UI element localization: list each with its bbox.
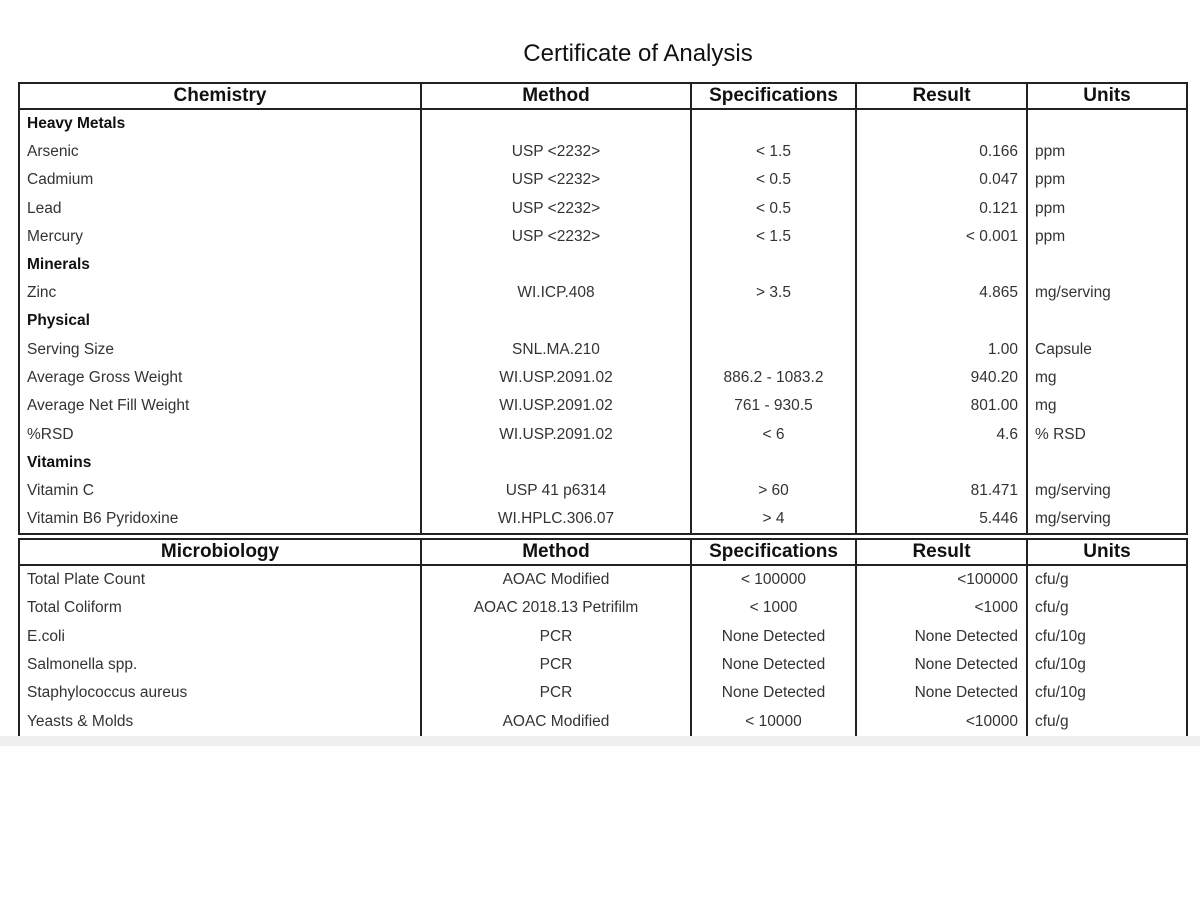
- cell-name: Vitamin B6 Pyridoxine: [19, 505, 421, 534]
- cell-result: 4.6: [856, 420, 1027, 448]
- table-row: [19, 420, 1187, 448]
- cell-method: PCR: [421, 679, 691, 707]
- cell-unit: ppm: [1027, 166, 1187, 194]
- column-header-result: Result: [856, 539, 1027, 565]
- table-row: [19, 392, 1187, 420]
- cell-result: 4.865: [856, 279, 1027, 307]
- document-title: Certificate of Analysis: [523, 40, 753, 67]
- cell-unit: mg/serving: [1027, 505, 1187, 534]
- cell-name: Arsenic: [19, 138, 421, 166]
- cell-method: WI.USP.2091.02: [421, 420, 691, 448]
- table-row: [19, 195, 1187, 223]
- cell-method: PCR: [421, 623, 691, 651]
- group-heading-row: [19, 449, 1187, 477]
- cell-unit: Capsule: [1027, 335, 1187, 363]
- table-row: [19, 477, 1187, 505]
- table-row: [19, 505, 1187, 534]
- cell-result: 801.00: [856, 392, 1027, 420]
- cell-unit: cfu/10g: [1027, 623, 1187, 651]
- cell-result: 5.446: [856, 505, 1027, 534]
- group-heading: Minerals: [19, 251, 421, 279]
- cell-spec: < 1.5: [691, 138, 856, 166]
- cell-name: Zinc: [19, 279, 421, 307]
- microbiology-header-row: [19, 539, 1187, 565]
- column-header-units: Units: [1027, 83, 1187, 109]
- cell-method: WI.USP.2091.02: [421, 392, 691, 420]
- cell-result: None Detected: [856, 623, 1027, 651]
- chemistry-table: [18, 82, 1188, 535]
- cell-method: USP <2232>: [421, 223, 691, 251]
- cell-result: 1.00: [856, 335, 1027, 363]
- cell-name: Mercury: [19, 223, 421, 251]
- group-heading: Vitamins: [19, 449, 421, 477]
- chemistry-table-body: [19, 109, 1187, 534]
- cell-unit: cfu/10g: [1027, 651, 1187, 679]
- group-heading: Heavy Metals: [19, 109, 421, 138]
- table-row: [19, 707, 1187, 736]
- cell-method: USP <2232>: [421, 195, 691, 223]
- cell-method: AOAC Modified: [421, 565, 691, 594]
- cell-result: 0.047: [856, 166, 1027, 194]
- cell-result: 81.471: [856, 477, 1027, 505]
- group-heading-row: [19, 109, 1187, 138]
- table-row: [19, 679, 1187, 707]
- cell-spec: [691, 251, 856, 279]
- cell-unit: cfu/g: [1027, 565, 1187, 594]
- cell-unit: [1027, 109, 1187, 138]
- cell-method: [421, 251, 691, 279]
- cell-result: [856, 307, 1027, 335]
- cell-spec: > 4: [691, 505, 856, 534]
- cell-spec: < 0.5: [691, 166, 856, 194]
- cell-spec: < 10000: [691, 707, 856, 736]
- cell-method: [421, 449, 691, 477]
- cell-spec: None Detected: [691, 651, 856, 679]
- cell-spec: None Detected: [691, 623, 856, 651]
- cell-method: WI.USP.2091.02: [421, 364, 691, 392]
- cell-result: 0.166: [856, 138, 1027, 166]
- cell-unit: ppm: [1027, 195, 1187, 223]
- cell-result: None Detected: [856, 679, 1027, 707]
- cell-spec: 886.2 - 1083.2: [691, 364, 856, 392]
- column-header-specifications: Specifications: [691, 83, 856, 109]
- cell-name: Salmonella spp.: [19, 651, 421, 679]
- cell-name: E.coli: [19, 623, 421, 651]
- table-row: [19, 335, 1187, 363]
- cell-name: Lead: [19, 195, 421, 223]
- page-bottom-band: [0, 736, 1200, 746]
- cell-result: [856, 449, 1027, 477]
- cell-unit: ppm: [1027, 223, 1187, 251]
- cell-spec: < 100000: [691, 565, 856, 594]
- cell-spec: [691, 335, 856, 363]
- table-row: [19, 623, 1187, 651]
- cell-result: [856, 251, 1027, 279]
- chemistry-header-row: [19, 83, 1187, 109]
- cell-unit: mg: [1027, 364, 1187, 392]
- cell-name: Average Net Fill Weight: [19, 392, 421, 420]
- cell-spec: [691, 449, 856, 477]
- column-header-result: Result: [856, 83, 1027, 109]
- table-row: [19, 651, 1187, 679]
- cell-name: Total Coliform: [19, 594, 421, 622]
- microbiology-table: [18, 538, 1188, 738]
- cell-spec: < 6: [691, 420, 856, 448]
- cell-unit: % RSD: [1027, 420, 1187, 448]
- cell-result: 0.121: [856, 195, 1027, 223]
- cell-unit: mg/serving: [1027, 477, 1187, 505]
- cell-name: Cadmium: [19, 166, 421, 194]
- table-row: [19, 223, 1187, 251]
- cell-spec: < 0.5: [691, 195, 856, 223]
- column-header-units: Units: [1027, 539, 1187, 565]
- column-header-specifications: Specifications: [691, 539, 856, 565]
- cell-name: Staphylococcus aureus: [19, 679, 421, 707]
- cell-name: Total Plate Count: [19, 565, 421, 594]
- cell-spec: None Detected: [691, 679, 856, 707]
- cell-unit: mg: [1027, 392, 1187, 420]
- cell-method: USP <2232>: [421, 138, 691, 166]
- table-row: [19, 364, 1187, 392]
- cell-result: [856, 109, 1027, 138]
- cell-method: SNL.MA.210: [421, 335, 691, 363]
- cell-name: Average Gross Weight: [19, 364, 421, 392]
- cell-unit: [1027, 449, 1187, 477]
- cell-name: Serving Size: [19, 335, 421, 363]
- cell-method: [421, 109, 691, 138]
- group-heading-row: [19, 307, 1187, 335]
- cell-method: WI.ICP.408: [421, 279, 691, 307]
- cell-unit: [1027, 251, 1187, 279]
- cell-spec: > 3.5: [691, 279, 856, 307]
- cell-spec: [691, 109, 856, 138]
- cell-name: Yeasts & Molds: [19, 707, 421, 736]
- table-row: [19, 565, 1187, 594]
- cell-method: USP <2232>: [421, 166, 691, 194]
- column-header-chemistry: Chemistry: [19, 83, 421, 109]
- cell-result: < 0.001: [856, 223, 1027, 251]
- column-header-method: Method: [421, 83, 691, 109]
- cell-name: %RSD: [19, 420, 421, 448]
- cell-name: Vitamin C: [19, 477, 421, 505]
- cell-unit: cfu/g: [1027, 594, 1187, 622]
- cell-result: None Detected: [856, 651, 1027, 679]
- cell-unit: cfu/10g: [1027, 679, 1187, 707]
- group-heading-row: [19, 251, 1187, 279]
- table-row: [19, 166, 1187, 194]
- cell-spec: < 1.5: [691, 223, 856, 251]
- cell-result: <100000: [856, 565, 1027, 594]
- table-row: [19, 594, 1187, 622]
- cell-spec: > 60: [691, 477, 856, 505]
- column-header-microbiology: Microbiology: [19, 539, 421, 565]
- cell-method: USP 41 p6314: [421, 477, 691, 505]
- cell-unit: cfu/g: [1027, 707, 1187, 736]
- cell-method: AOAC 2018.13 Petrifilm: [421, 594, 691, 622]
- table-row: [19, 138, 1187, 166]
- cell-spec: 761 - 930.5: [691, 392, 856, 420]
- cell-unit: mg/serving: [1027, 279, 1187, 307]
- cell-spec: [691, 307, 856, 335]
- table-row: [19, 279, 1187, 307]
- column-header-method: Method: [421, 539, 691, 565]
- cell-unit: [1027, 307, 1187, 335]
- cell-method: AOAC Modified: [421, 707, 691, 736]
- cell-method: PCR: [421, 651, 691, 679]
- group-heading: Physical: [19, 307, 421, 335]
- cell-unit: ppm: [1027, 138, 1187, 166]
- cell-spec: < 1000: [691, 594, 856, 622]
- cell-result: 940.20: [856, 364, 1027, 392]
- cell-method: WI.HPLC.306.07: [421, 505, 691, 534]
- cell-result: <10000: [856, 707, 1027, 736]
- cell-method: [421, 307, 691, 335]
- microbiology-table-body: [19, 565, 1187, 737]
- cell-result: <1000: [856, 594, 1027, 622]
